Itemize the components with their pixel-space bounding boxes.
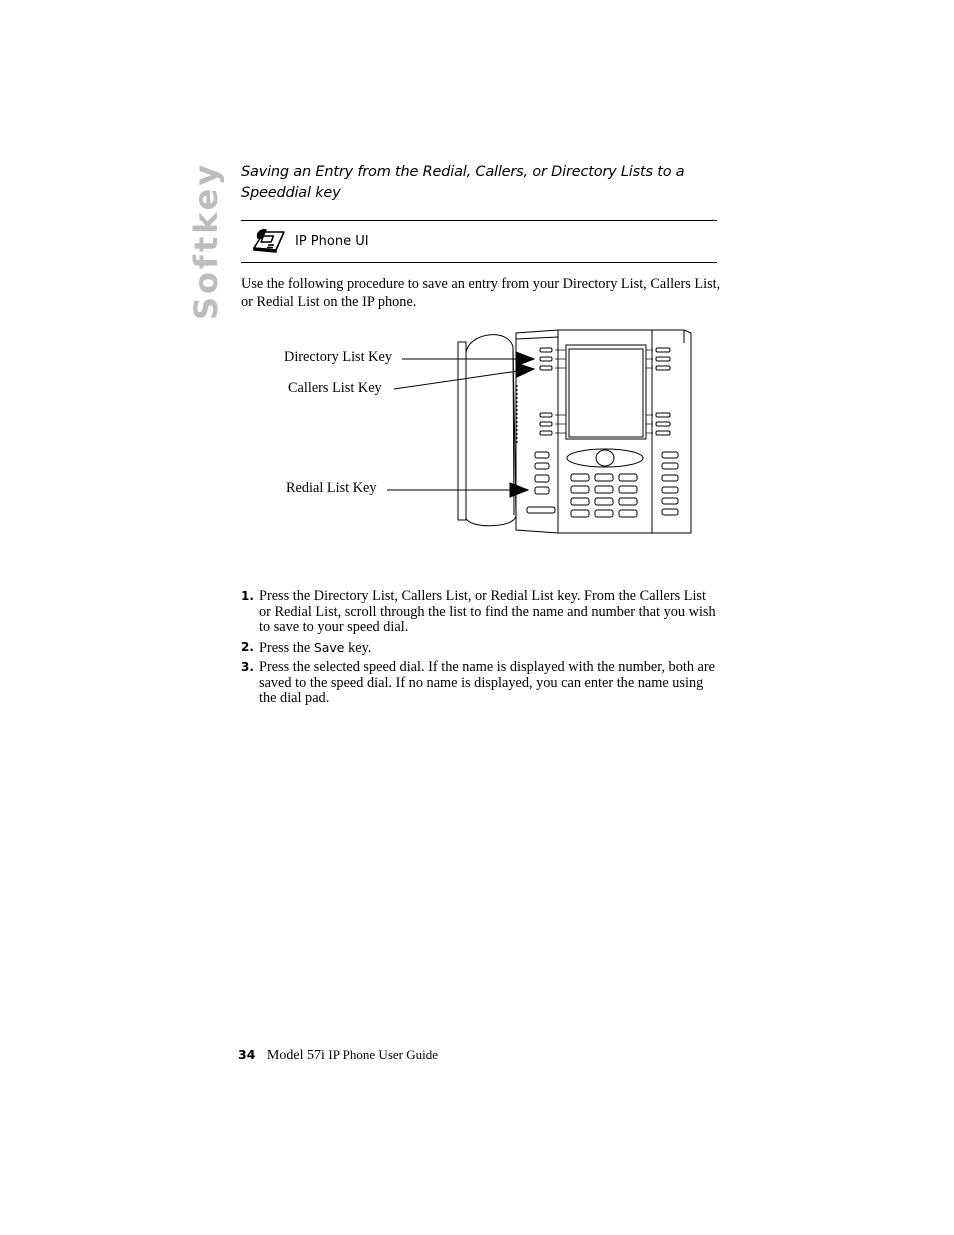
title-rule-bottom	[241, 262, 717, 263]
step-number: 1.	[241, 589, 254, 603]
side-tab-softkeys	[183, 160, 229, 325]
footer-model: Model 57i	[266, 1048, 325, 1063]
footer-guide-title: IP Phone User Guide	[328, 1047, 439, 1062]
step-text-prefix: Press the	[259, 639, 314, 656]
intro-paragraph: Use the following procedure to save an entry from your Directory List, Callers List, or Redial List on the IP phone.	[241, 276, 721, 310]
title-rule-top	[241, 220, 717, 221]
phone-illustration	[280, 325, 700, 540]
step-text: Press the selected speed dial. If the name is displayed with the number, both are saved to the speed dial. If no name is displayed, you can enter the name using the dial pad.	[259, 659, 715, 706]
page-footer	[238, 1047, 438, 1064]
callout-label-redial-list-key: Redial List Key	[286, 480, 377, 496]
callout-label-callers-list-key: Callers List Key	[288, 380, 382, 396]
side-tab-graphic	[183, 160, 229, 325]
section-title: Saving an Entry from the Redial, Callers, or Directory Lists to a Speeddial key	[241, 164, 685, 201]
side-tab-label: Softkeys	[187, 160, 225, 320]
step-item	[241, 589, 721, 636]
phone-figure	[280, 325, 700, 540]
step-text: Press the Directory List, Callers List, or Redial List key. From the Callers List or Redial List, scroll through the list to find the name and number that you wish to save to your speed dial.	[259, 588, 716, 635]
step-item	[241, 660, 721, 707]
callout-label-directory-list-key: Directory List Key	[284, 349, 392, 365]
step-item	[241, 640, 721, 657]
page-number: 34	[238, 1047, 256, 1062]
interface-label: IP Phone UI	[295, 234, 369, 249]
step-number: 2.	[241, 639, 254, 654]
save-key-name: Save	[313, 639, 345, 655]
step-text-suffix: key.	[344, 639, 372, 656]
phone-icon	[250, 226, 288, 256]
procedure-steps	[241, 589, 721, 711]
step-number: 3.	[241, 660, 254, 674]
